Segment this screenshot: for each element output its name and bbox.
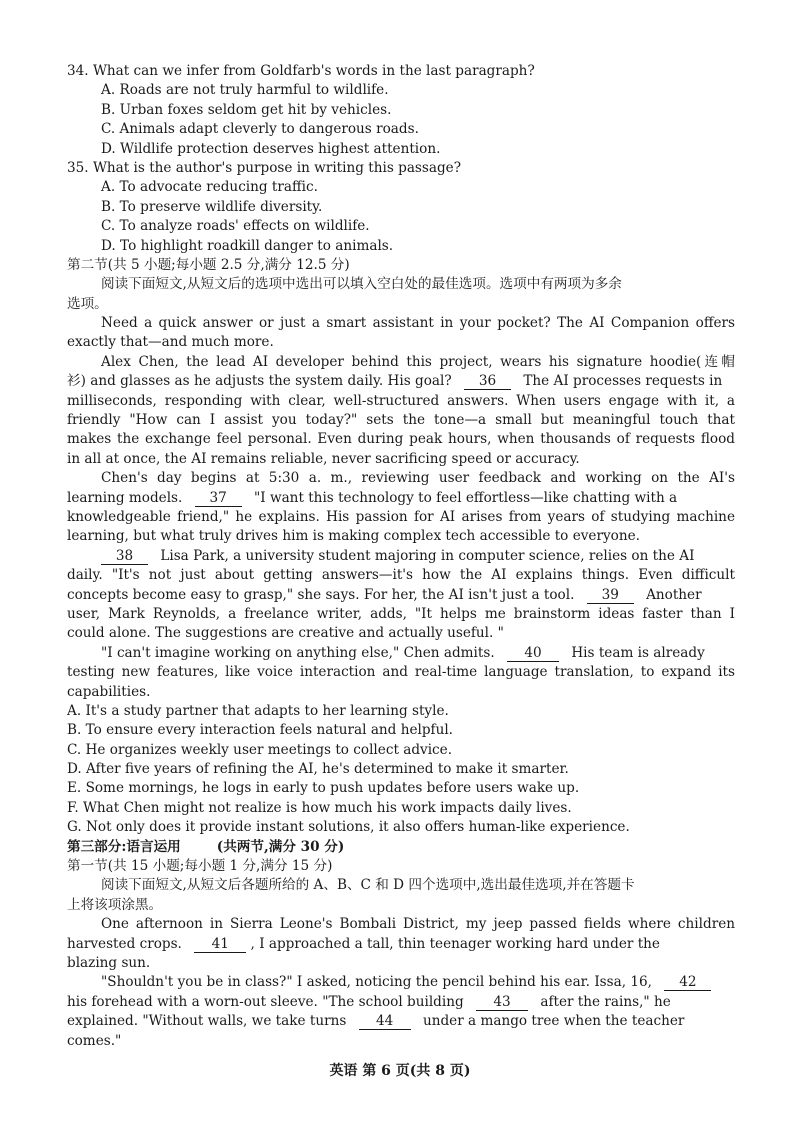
passage-p2-line1: Alex Chen, the lead AI developer behind this project, wears his signature hoodie(连帽 [101,353,735,370]
q34-option-d: D. Wildlife protection deserves highest attention. [101,140,441,157]
cloze-p1-line3: blazing sun. [67,954,151,971]
q34-option-b: B. Urban foxes seldom get hit by vehicles. [101,101,392,118]
part3-title-text: 第三部分:语言运用 [67,838,181,855]
passage-p2-line2-text-a: 衫) and glasses as he adjusts the system daily. His goal? [67,373,452,390]
part3-title [67,838,735,857]
passage-p4-line2: daily. "It's not just about getting answers—it's how the AI explains things. Even difficult [67,567,735,584]
blank-40[interactable]: 40 [507,646,559,662]
cloze-p1-line2-text-a: harvested crops. [67,935,182,952]
blank-42[interactable]: 42 [664,975,711,991]
part3-instruction-2: 上将该项涂黑。 [67,896,163,913]
passage-p2-line2 [67,372,735,391]
section2-instruction-1: 阅读下面短文,从短文后的选项中选出可以填入空白处的最佳选项。选项中有两项为多余 [101,276,622,293]
passage-p5-line3: capabilities. [67,683,151,700]
q35-option-b: B. To preserve wildlife diversity. [101,198,323,215]
footer-subject: 英语 [329,1063,358,1079]
passage-p4-line3 [67,586,735,605]
blank-41[interactable]: 41 [194,937,246,953]
section2-header: 第二节(共 5 小题;每小题 2.5 分,满分 12.5 分) [67,256,350,273]
passage-p2-line2-text-b: The AI processes requests in [523,373,723,390]
q35-option-c: C. To analyze roads' effects on wildlife. [101,218,370,235]
passage-p3-line4: learning, but what truly drives him is making complex tech accessible to everyone. [67,528,640,545]
part3-section1-header: 第一节(共 15 小题;每小题 1 分,满分 15 分) [67,858,333,875]
passage-p4-line4: user, Mark Reynolds, a freelance writer, adds, "It helps me brainstorm ideas faster than I [67,605,735,622]
passage-p4-line3-text-a: concepts become easy to grasp," she says. For her, the AI isn't just a tool. [67,586,575,603]
q35-option-d: D. To highlight roadkill danger to animals. [101,237,394,254]
choice-d: D. After five years of refining the AI, he's determined to make it smarter. [67,761,569,778]
blank-39[interactable]: 39 [587,588,634,604]
cloze-p1-line2-text-b: , I approached a tall, thin teenager working hard under the [250,935,660,952]
page-content [67,62,735,1051]
passage-p4-line5: could alone. The suggestions are creative and actually useful. " [67,625,504,642]
passage-p3-line2-text-a: learning models. [67,489,183,506]
passage-p2-line3: milliseconds, responding with clear, well-structured answers. When users engage with it, a [67,392,735,409]
choice-g: G. Not only does it provide instant solutions, it also offers human-like experience. [67,819,630,836]
q35-stem: 35. What is the author's purpose in writing this passage? [67,159,462,176]
choice-f: F. What Chen might not realize is how much his work impacts daily lives. [67,799,572,816]
passage-p5-line1-text-b: His team is already [571,644,705,661]
blank-38[interactable]: 38 [101,549,148,565]
cloze-p2-line2-text-b: after the rains," he [540,993,671,1010]
passage-p4-line1-text: Lisa Park, a university student majoring in computer science, relies on the AI [160,547,695,564]
q34-stem: 34. What can we infer from Goldfarb's words in the last paragraph? [67,63,535,79]
cloze-p2-line2 [67,993,735,1012]
passage-p4-line1 [67,547,735,566]
passage-p2-line6: in all at once, the AI remains reliable, never sacrificing speed or accuracy. [67,450,580,467]
part3-instruction-1: 阅读下面短文,从短文后各题所给的 A、B、C 和 D 四个选项中,选出最佳选项,并在答题卡 [101,877,635,894]
cloze-p2-line1 [67,973,735,992]
passage-p4-line3-text-b: Another [646,586,702,603]
q34-option-a: A. Roads are not truly harmful to wildlife. [101,82,389,99]
cloze-p2-line4: comes." [67,1032,122,1049]
passage-p3-line1: Chen's day begins at 5:30 a. m., reviewing user feedback and working on the AI's [101,470,735,487]
cloze-p1-line2 [67,935,735,954]
cloze-p1-line1: One afternoon in Sierra Leone's Bombali District, my jeep passed fields where children [101,916,735,933]
passage-p1-line1: Need a quick answer or just a smart assistant in your pocket? The AI Companion offers [101,315,735,332]
cloze-p2-line2-text-a: his forehead with a worn-out sleeve. "The school building [67,993,464,1010]
passage-p2-line5: makes the exchange feel personal. Even during peak hours, when thousands of requests flood [67,431,735,448]
choice-e: E. Some mornings, he logs in early to push updates before users wake up. [67,780,580,797]
cloze-p2-line3-text-a: explained. "Without walls, we take turns [67,1013,347,1030]
cloze-p2-line1-text: "Shouldn't you be in class?" I asked, noticing the pencil behind his ear. Issa, 16, [101,974,653,991]
q34-option-c: C. Animals adapt cleverly to dangerous roads. [101,121,419,138]
choice-a: A. It's a study partner that adapts to her learning style. [67,702,449,719]
cloze-p2-line3-text-b: under a mango tree when the teacher [422,1013,685,1030]
passage-p3-line3: knowledgeable friend," he explains. His passion for AI arises from years of studying machine [67,508,735,525]
page-footer [0,1060,800,1080]
passage-p2-line4: friendly "How can I assist you today?" sets the tone—a small but meaningful touch that [67,412,735,429]
passage-p5-line1 [67,644,735,663]
part3-title-score: (共两节,满分 30 分) [216,838,345,855]
cloze-p2-line3 [67,1012,735,1031]
blank-36[interactable]: 36 [464,374,511,390]
blank-44[interactable]: 44 [359,1014,411,1030]
passage-p3-line2-text-b: "I want this technology to feel effortless—like chatting with a [254,489,678,506]
blank-37[interactable]: 37 [195,491,242,507]
passage-p3-line2 [67,489,735,508]
q35-option-a: A. To advocate reducing traffic. [101,179,318,196]
choice-b: B. To ensure every interaction feels natural and helpful. [67,722,454,739]
section2-instruction-2: 选项。 [67,295,108,312]
blank-43[interactable]: 43 [476,995,528,1011]
passage-p5-line2: testing new features, like voice interaction and real-time language translation, to expand its [67,664,735,681]
passage-p1-line2: exactly that—and much more. [67,334,274,351]
footer-page-number: 第 6 页(共 8 页) [362,1063,471,1079]
choice-c: C. He organizes weekly user meetings to collect advice. [67,741,453,758]
passage-p5-line1-text-a: "I can't imagine working on anything else," Chen admits. [101,644,495,661]
